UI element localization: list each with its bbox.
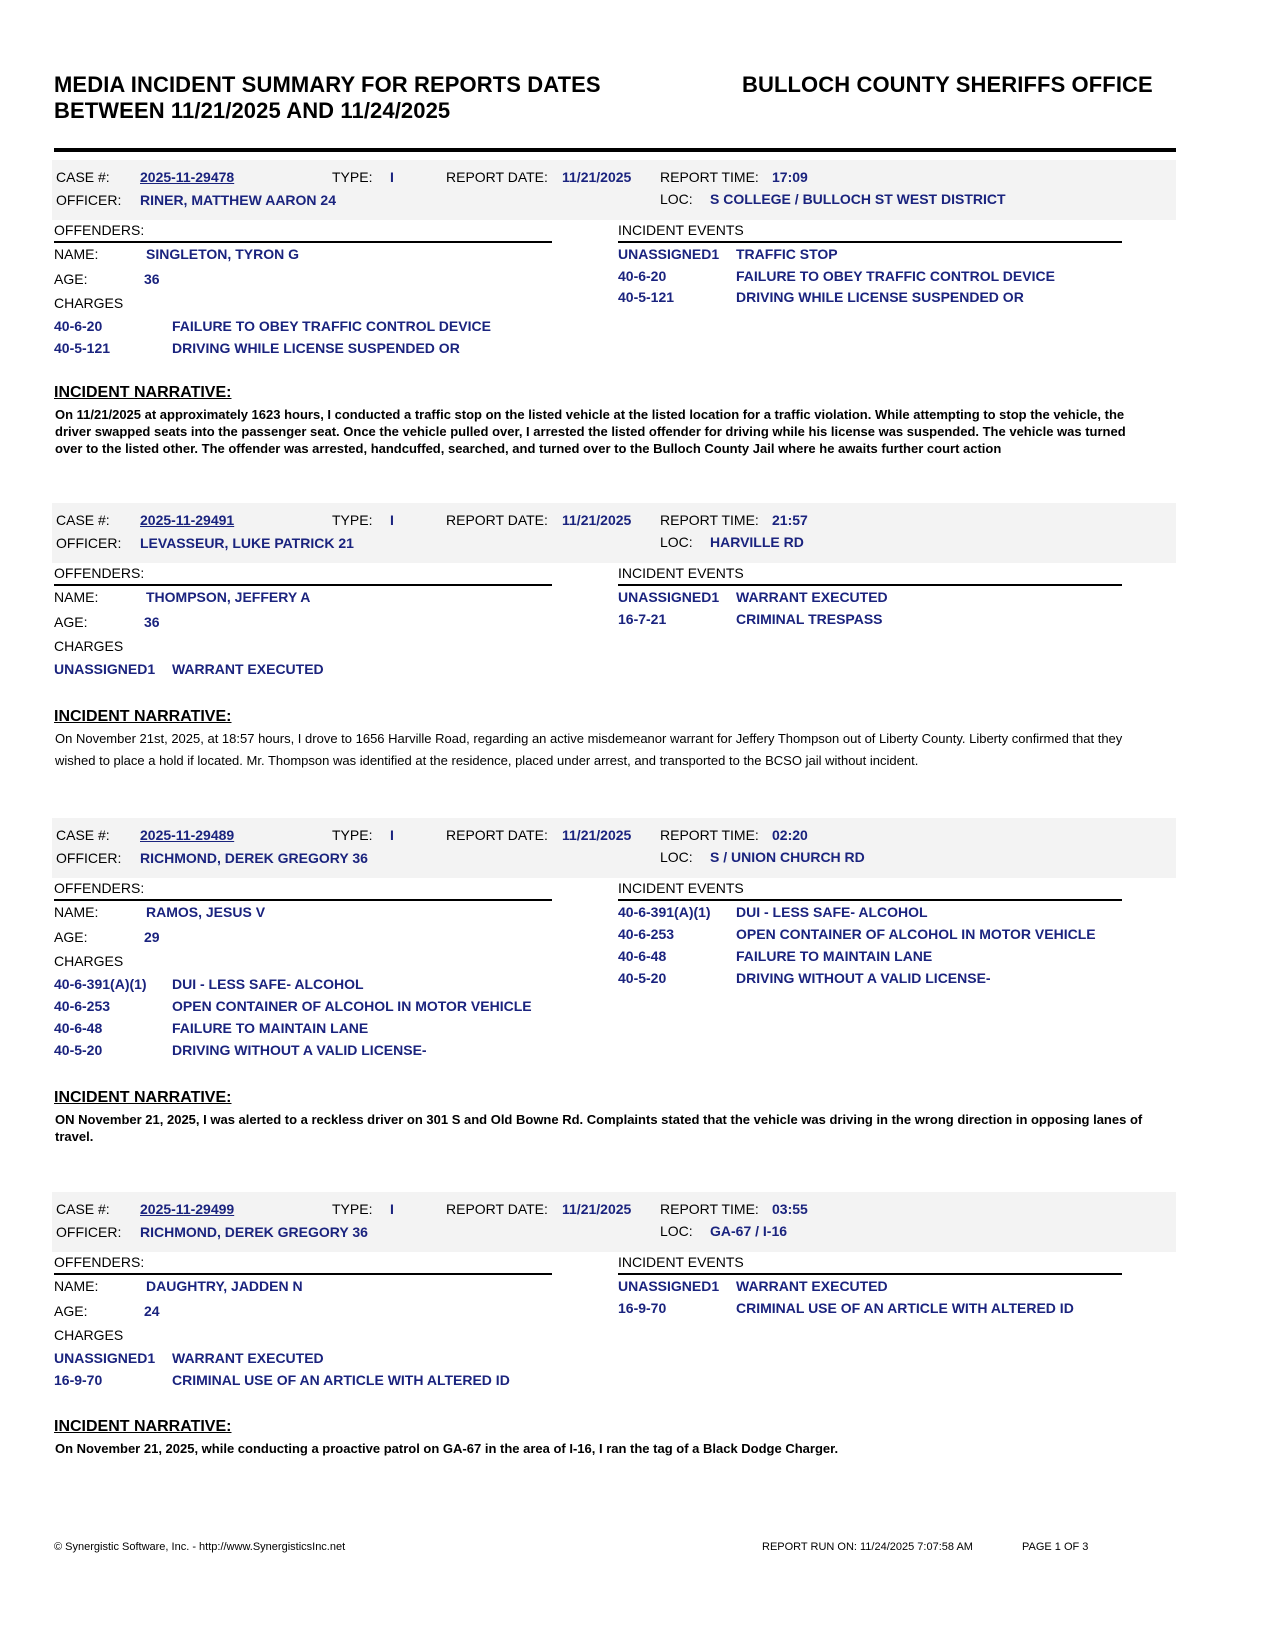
events-underline <box>618 241 1122 243</box>
type-label: TYPE: <box>332 827 373 843</box>
charge-code: 40-6-20 <box>54 318 103 334</box>
event-code: 40-5-121 <box>618 289 675 305</box>
event-desc: DRIVING WHILE LICENSE SUSPENDED OR <box>736 289 1024 305</box>
offenders-label: OFFENDERS: <box>54 222 145 238</box>
type-value: I <box>390 827 394 843</box>
report-date-label: REPORT DATE: <box>446 169 548 185</box>
offender-name: THOMPSON, JEFFERY A <box>146 589 311 605</box>
report-time-label: REPORT TIME: <box>660 1201 759 1217</box>
offender-name: SINGLETON, TYRON G <box>146 246 299 262</box>
charge-code: UNASSIGNED1 <box>54 661 156 677</box>
case-label: CASE #: <box>56 169 110 185</box>
charge-code: 40-5-20 <box>54 1042 103 1058</box>
officer-value: LEVASSEUR, LUKE PATRICK 21 <box>140 535 354 551</box>
case-number-link[interactable]: 2025-11-29491 <box>140 512 235 528</box>
name-label: NAME: <box>54 589 99 605</box>
type-label: TYPE: <box>332 1201 373 1217</box>
case-label: CASE #: <box>56 827 110 843</box>
events-underline <box>618 899 1122 901</box>
charge-desc: FAILURE TO MAINTAIN LANE <box>172 1020 369 1036</box>
charge-desc: WARRANT EXECUTED <box>172 661 324 677</box>
report-date-value: 11/21/2025 <box>562 169 632 185</box>
event-desc: TRAFFIC STOP <box>736 246 838 262</box>
officer-value: RICHMOND, DEREK GREGORY 36 <box>140 1224 368 1240</box>
event-desc: OPEN CONTAINER OF ALCOHOL IN MOTOR VEHICLE <box>736 926 1096 942</box>
report-time-value: 02:20 <box>772 827 808 843</box>
name-label: NAME: <box>54 904 99 920</box>
officer-label: OFFICER: <box>56 192 122 208</box>
offenders-underline <box>54 899 552 901</box>
offenders-underline <box>54 241 552 243</box>
offender-name: RAMOS, JESUS V <box>146 904 266 920</box>
report-time-value: 03:55 <box>772 1201 808 1217</box>
loc-label: LOC: <box>660 534 693 550</box>
header-divider <box>54 148 1176 152</box>
event-code: 40-6-253 <box>618 926 675 942</box>
offender-age: 36 <box>144 271 160 287</box>
event-code: 40-6-48 <box>618 948 667 964</box>
report-title-line2: BETWEEN 11/21/2025 AND 11/24/2025 <box>54 98 451 123</box>
incident-events-label: INCIDENT EVENTS <box>618 1254 744 1270</box>
charge-desc: DRIVING WITHOUT A VALID LICENSE- <box>172 1042 427 1058</box>
agency-name: BULLOCH COUNTY SHERIFFS OFFICE <box>742 72 1153 97</box>
report-time-value: 21:57 <box>772 512 808 528</box>
incident-events-label: INCIDENT EVENTS <box>618 222 744 238</box>
event-desc: WARRANT EXECUTED <box>736 589 888 605</box>
event-code: UNASSIGNED1 <box>618 246 720 262</box>
offender-age: 24 <box>144 1303 160 1319</box>
charge-desc: DRIVING WHILE LICENSE SUSPENDED OR <box>172 340 460 356</box>
officer-label: OFFICER: <box>56 850 122 866</box>
offender-name: DAUGHTRY, JADDEN N <box>146 1278 303 1294</box>
event-desc: CRIMINAL USE OF AN ARTICLE WITH ALTERED ID <box>736 1300 1074 1316</box>
report-date-value: 11/21/2025 <box>562 512 632 528</box>
charge-desc: WARRANT EXECUTED <box>172 1350 324 1366</box>
footer-page: PAGE 1 OF 3 <box>1022 1541 1089 1553</box>
charge-code: 40-6-48 <box>54 1020 103 1036</box>
name-label: NAME: <box>54 246 99 262</box>
narrative-heading: INCIDENT NARRATIVE: <box>54 708 232 725</box>
charge-desc: FAILURE TO OBEY TRAFFIC CONTROL DEVICE <box>172 318 491 334</box>
loc-value: HARVILLE RD <box>710 534 804 550</box>
case-label: CASE #: <box>56 512 110 528</box>
offenders-label: OFFENDERS: <box>54 1254 145 1270</box>
report-time-label: REPORT TIME: <box>660 512 759 528</box>
event-code: 40-6-391(A)(1) <box>618 904 711 920</box>
narrative-text: On 11/21/2025 at approximately 1623 hours, I conducted a traffic stop on the listed vehicle at the listed location for a traffic violation. While attempting to stop the vehicle, the driver swapped seats into the passenger seat. Once the vehicle pulled over, I arrested the listed offender for driving while his license was suspended. The vehicle was turned over to the listed other. The offender was arrested, handcuffed, searched, and turned over to the Bulloch County Jail where he awaits further court action <box>55 407 1126 456</box>
loc-label: LOC: <box>660 849 693 865</box>
offender-age: 29 <box>144 929 160 945</box>
offender-age: 36 <box>144 614 160 630</box>
incident-events-label: INCIDENT EVENTS <box>618 880 744 896</box>
event-code: 16-7-21 <box>618 611 667 627</box>
charges-label: CHARGES <box>54 953 124 969</box>
charge-desc: CRIMINAL USE OF AN ARTICLE WITH ALTERED ID <box>172 1372 510 1388</box>
charges-label: CHARGES <box>54 638 124 654</box>
loc-value: S COLLEGE / BULLOCH ST WEST DISTRICT <box>710 191 1006 207</box>
incident-events-label: INCIDENT EVENTS <box>618 565 744 581</box>
charge-code: 40-6-391(A)(1) <box>54 976 147 992</box>
offenders-underline <box>54 1273 552 1275</box>
narrative-text: ON November 21, 2025, I was alerted to a reckless driver on 301 S and Old Bowne Rd. Complaints stated that the vehicle was driving in the wrong direction in opposing lanes of travel. <box>55 1112 1143 1144</box>
report-date-label: REPORT DATE: <box>446 1201 548 1217</box>
event-desc: WARRANT EXECUTED <box>736 1278 888 1294</box>
report-title-line1: MEDIA INCIDENT SUMMARY FOR REPORTS DATES <box>54 72 601 97</box>
event-desc: CRIMINAL TRESPASS <box>736 611 883 627</box>
case-label: CASE #: <box>56 1201 110 1217</box>
events-underline <box>618 1273 1122 1275</box>
narrative-text: On November 21, 2025, while conducting a proactive patrol on GA-67 in the area of I-16, I ran the tag of a Black Dodge Charger. <box>55 1441 839 1456</box>
offenders-label: OFFENDERS: <box>54 565 145 581</box>
event-desc: FAILURE TO OBEY TRAFFIC CONTROL DEVICE <box>736 268 1055 284</box>
charge-code: 40-5-121 <box>54 340 111 356</box>
type-label: TYPE: <box>332 512 373 528</box>
event-desc: DUI - LESS SAFE- ALCOHOL <box>736 904 928 920</box>
age-label: AGE: <box>54 614 88 630</box>
report-date-label: REPORT DATE: <box>446 512 548 528</box>
report-date-value: 11/21/2025 <box>562 1201 632 1217</box>
charge-code: 16-9-70 <box>54 1372 103 1388</box>
charge-desc: OPEN CONTAINER OF ALCOHOL IN MOTOR VEHICLE <box>172 998 532 1014</box>
case-number-link[interactable]: 2025-11-29499 <box>140 1201 235 1217</box>
case-number-link[interactable]: 2025-11-29489 <box>140 827 235 843</box>
event-code: 40-6-20 <box>618 268 667 284</box>
event-code: 16-9-70 <box>618 1300 667 1316</box>
report-time-label: REPORT TIME: <box>660 827 759 843</box>
report-date-label: REPORT DATE: <box>446 827 548 843</box>
loc-value: S / UNION CHURCH RD <box>710 849 865 865</box>
offenders-underline <box>54 584 552 586</box>
age-label: AGE: <box>54 271 88 287</box>
event-code: UNASSIGNED1 <box>618 1278 720 1294</box>
type-value: I <box>390 1201 394 1217</box>
report-time-value: 17:09 <box>772 169 808 185</box>
event-desc: FAILURE TO MAINTAIN LANE <box>736 948 933 964</box>
age-label: AGE: <box>54 1303 88 1319</box>
charges-label: CHARGES <box>54 1327 124 1343</box>
type-value: I <box>390 512 394 528</box>
officer-value: RICHMOND, DEREK GREGORY 36 <box>140 850 368 866</box>
footer-run-on: REPORT RUN ON: 11/24/2025 7:07:58 AM <box>762 1541 973 1553</box>
event-code: 40-5-20 <box>618 970 667 986</box>
age-label: AGE: <box>54 929 88 945</box>
event-code: UNASSIGNED1 <box>618 589 720 605</box>
report-time-label: REPORT TIME: <box>660 169 759 185</box>
charge-code: 40-6-253 <box>54 998 111 1014</box>
loc-label: LOC: <box>660 191 693 207</box>
case-number-link[interactable]: 2025-11-29478 <box>140 169 235 185</box>
officer-value: RINER, MATTHEW AARON 24 <box>140 192 336 208</box>
loc-label: LOC: <box>660 1223 693 1239</box>
charge-code: UNASSIGNED1 <box>54 1350 156 1366</box>
name-label: NAME: <box>54 1278 99 1294</box>
charge-desc: DUI - LESS SAFE- ALCOHOL <box>172 976 364 992</box>
footer-copyright: © Synergistic Software, Inc. - http://www.SynergisticsInc.net <box>54 1541 346 1553</box>
loc-value: GA-67 / I-16 <box>710 1223 788 1239</box>
event-desc: DRIVING WITHOUT A VALID LICENSE- <box>736 970 991 986</box>
events-underline <box>618 584 1122 586</box>
narrative-heading: INCIDENT NARRATIVE: <box>54 384 232 401</box>
type-label: TYPE: <box>332 169 373 185</box>
narrative-heading: INCIDENT NARRATIVE: <box>54 1418 232 1435</box>
charges-label: CHARGES <box>54 295 124 311</box>
officer-label: OFFICER: <box>56 535 122 551</box>
report-date-value: 11/21/2025 <box>562 827 632 843</box>
narrative-heading: INCIDENT NARRATIVE: <box>54 1089 232 1106</box>
type-value: I <box>390 169 394 185</box>
narrative-text: On November 21st, 2025, at 18:57 hours, I drove to 1656 Harville Road, regarding an active misdemeanor warrant for Jeffery Thompson out of Liberty County. Liberty confirmed that they wished to place a hold if located. Mr. Thompson was identified at the residence, placed under arrest, and transported to the BCSO jail without incident. <box>55 731 1123 768</box>
offenders-label: OFFENDERS: <box>54 880 145 896</box>
officer-label: OFFICER: <box>56 1224 122 1240</box>
